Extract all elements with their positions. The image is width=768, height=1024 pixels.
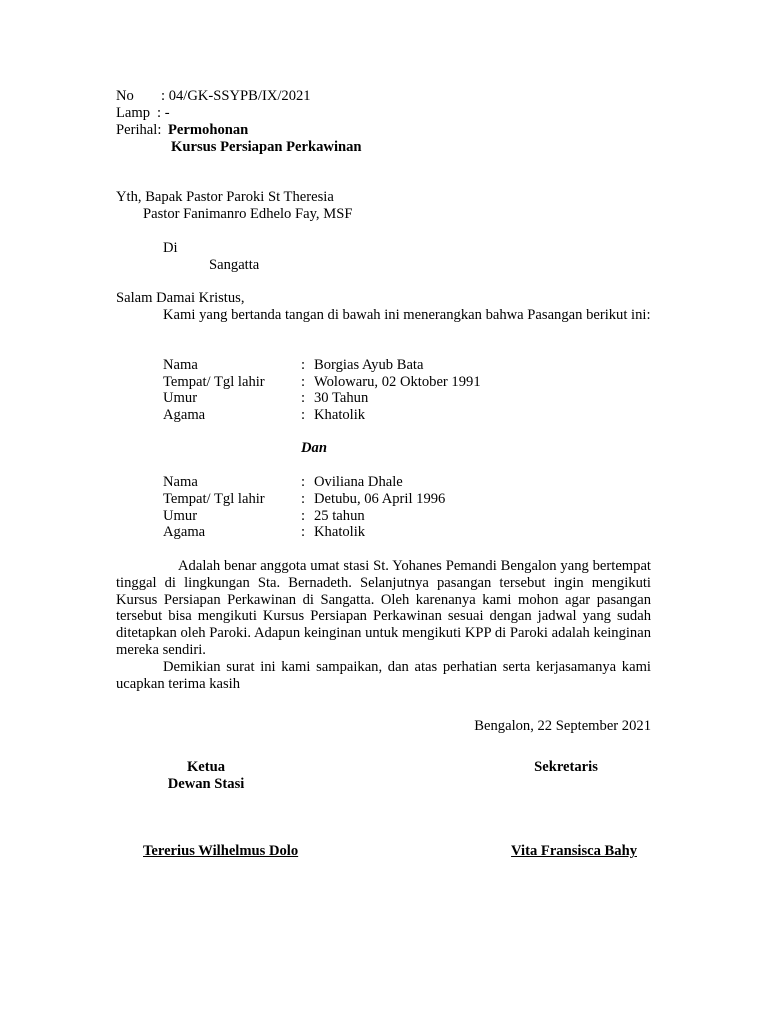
- field-colon: :: [301, 491, 306, 507]
- field-label: Nama: [163, 357, 198, 373]
- body-paragraph-1-text: Adalah benar anggota umat stasi St. Yohanes Pemandi Bengalon yang bertempat tinggal di lingkungan Sta. Bernadeth. Selanjutnya pasangan tersebut ingin mengikuti Kursus Persiapan Perkawinan di Sangatta. Oleh karenanya kami mohon agar pasangan tersebut bisa mengikuti Kursus Persiapan Perkawinan sesuai dengan jadwal yang sudah ditetapkan oleh Paroki. Adapun keinginan untuk mengikuti KPP di Paroki adalah keinginan mereka sendiri.: [116, 558, 651, 658]
- field-value: 30 Tahun: [314, 390, 369, 406]
- person-1-row-religion: [0, 407, 768, 424]
- lamp-value: : -: [157, 105, 170, 121]
- recipient-line-2: Pastor Fanimanro Edhelo Fay, MSF: [143, 206, 353, 222]
- intro-paragraph: [116, 307, 651, 324]
- right-signer-title: Sekretaris: [534, 759, 598, 775]
- field-value: 25 tahun: [314, 508, 365, 524]
- field-value: Wolowaru, 02 Oktober 1991: [314, 374, 481, 390]
- field-label: Agama: [163, 524, 206, 540]
- no-label: No: [116, 88, 134, 104]
- field-colon: :: [301, 407, 306, 423]
- field-label: Nama: [163, 474, 198, 490]
- person-2-row-name: [0, 474, 768, 491]
- separator-dan: Dan: [301, 440, 327, 456]
- body-paragraph-1: [116, 558, 651, 659]
- left-signer-name: Tererius Wilhelmus Dolo: [143, 843, 299, 859]
- field-colon: :: [301, 474, 306, 490]
- perihal-line-1: Permohonan: [168, 122, 249, 138]
- date-line: Bengalon, 22 September 2021: [474, 718, 651, 734]
- field-label: Tempat/ Tgl lahir: [163, 374, 265, 390]
- person-1-row-age: [0, 390, 768, 407]
- person-1-row-birth: [0, 374, 768, 391]
- person-2-row-birth: [0, 491, 768, 508]
- recipient-place: Sangatta: [209, 257, 260, 273]
- field-value: Khatolik: [314, 407, 366, 423]
- intro-text: Kami yang bertanda tangan di bawah ini menerangkan bahwa Pasangan berikut ini:: [163, 307, 651, 323]
- field-colon: :: [301, 374, 306, 390]
- left-signer-title-1: Ketua: [186, 759, 226, 775]
- field-colon: :: [301, 508, 306, 524]
- no-value: : 04/GK-SSYPB/IX/2021: [161, 88, 311, 104]
- lamp-label: Lamp: [116, 105, 151, 121]
- greeting: Salam Damai Kristus,: [116, 290, 245, 306]
- person-2-row-religion: [0, 524, 768, 541]
- recipient-line-1: Yth, Bapak Pastor Paroki St Theresia: [116, 189, 334, 205]
- field-value: Khatolik: [314, 524, 366, 540]
- field-label: Agama: [163, 407, 206, 423]
- field-colon: :: [301, 357, 306, 373]
- body-paragraph-2-text: Demikian surat ini kami sampaikan, dan atas perhatian serta kerjasamanya kami ucapkan terima kasih: [116, 659, 651, 692]
- field-value: Oviliana Dhale: [314, 474, 403, 490]
- perihal-line-2: Kursus Persiapan Perkawinan: [171, 139, 362, 155]
- field-label: Tempat/ Tgl lahir: [163, 491, 265, 507]
- person-2-row-age: [0, 508, 768, 525]
- body-paragraph-2: [116, 659, 651, 693]
- field-value: Detubu, 06 April 1996: [314, 491, 446, 507]
- perihal-label: Perihal:: [116, 122, 162, 138]
- recipient-di: Di: [163, 240, 178, 256]
- field-value: Borgias Ayub Bata: [314, 357, 424, 373]
- field-colon: :: [301, 524, 306, 540]
- person-1-row-name: [0, 357, 768, 374]
- field-colon: :: [301, 390, 306, 406]
- right-signer-name: Vita Fransisca Bahy: [511, 843, 637, 859]
- field-label: Umur: [163, 508, 198, 524]
- field-label: Umur: [163, 390, 198, 406]
- left-signer-title-2: Dewan Stasi: [167, 776, 245, 792]
